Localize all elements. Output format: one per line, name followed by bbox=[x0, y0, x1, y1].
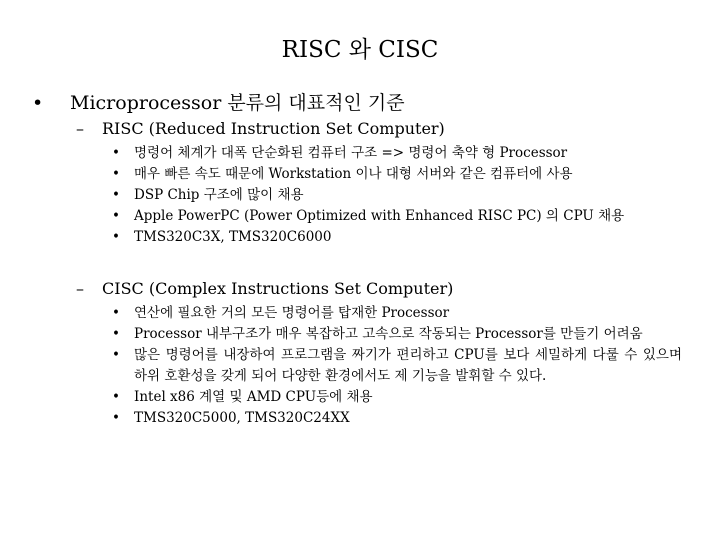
list-item-text: 매우 빠른 속도 때문에 Workstation 이나 대형 서버와 같은 컴퓨터에 사용 bbox=[134, 166, 573, 182]
list-item-text: TMS320C3X, TMS320C6000 bbox=[134, 229, 332, 245]
list-item bbox=[112, 303, 682, 324]
list-item bbox=[112, 185, 682, 206]
bullet-symbol: • bbox=[112, 410, 120, 426]
bullet-symbol: • bbox=[112, 389, 120, 405]
list-item-text: 명령어 체계가 대폭 단순화된 컴퓨터 구조 => 명령어 축약 형 Processor bbox=[134, 145, 568, 161]
cisc-list bbox=[112, 303, 682, 429]
bullet-symbol: • bbox=[32, 92, 44, 114]
list-item bbox=[112, 206, 682, 227]
risc-list bbox=[112, 143, 682, 248]
list-item bbox=[112, 408, 682, 429]
list-item-text: Processor 내부구조가 매우 복잡하고 고속으로 작동되는 Processor를 만들기 어려움 bbox=[134, 326, 643, 342]
bullet-symbol: • bbox=[112, 187, 120, 203]
list-item-text: 연산에 필요한 거의 모든 명령어를 탑재한 Processor bbox=[134, 305, 450, 321]
bullet-symbol: • bbox=[112, 326, 120, 342]
bullet-symbol: • bbox=[112, 347, 120, 363]
risc-heading-text: RISC (Reduced Instruction Set Computer) bbox=[102, 119, 445, 138]
list-item bbox=[112, 143, 682, 164]
list-item bbox=[112, 324, 682, 345]
bullet-symbol: • bbox=[112, 208, 120, 224]
bullet-symbol: • bbox=[112, 305, 120, 321]
bullet-symbol: • bbox=[112, 166, 120, 182]
slide-title: RISC 와 CISC bbox=[281, 37, 439, 63]
list-item bbox=[112, 345, 682, 387]
bullet-symbol: • bbox=[112, 229, 120, 245]
list-item-text: Apple PowerPC (Power Optimized with Enhanced RISC PC) 의 CPU 채용 bbox=[134, 208, 625, 224]
list-item bbox=[112, 164, 682, 185]
list-item bbox=[112, 387, 682, 408]
main-bullet-text: Microprocessor 분류의 대표적인 기준 bbox=[70, 92, 405, 114]
dash-symbol: – bbox=[76, 279, 84, 298]
cisc-heading-text: CISC (Complex Instructions Set Computer) bbox=[102, 279, 454, 298]
dash-symbol: – bbox=[76, 119, 84, 138]
list-item-text: 많은 명령어를 내장하여 프로그램을 짜기가 편리하고 CPU를 보다 세밀하게 다룰 수 있으며 하위 호환성을 갖게 되어 다양한 환경에서도 제 기능을 발휘할 수 있다. bbox=[134, 347, 682, 384]
list-item-text: TMS320C5000, TMS320C24XX bbox=[134, 410, 350, 426]
list-item-text: DSP Chip 구조에 많이 채용 bbox=[134, 187, 304, 203]
list-item bbox=[112, 227, 682, 248]
bullet-symbol: • bbox=[112, 145, 120, 161]
list-item-text: Intel x86 계열 및 AMD CPU등에 채용 bbox=[134, 389, 373, 405]
